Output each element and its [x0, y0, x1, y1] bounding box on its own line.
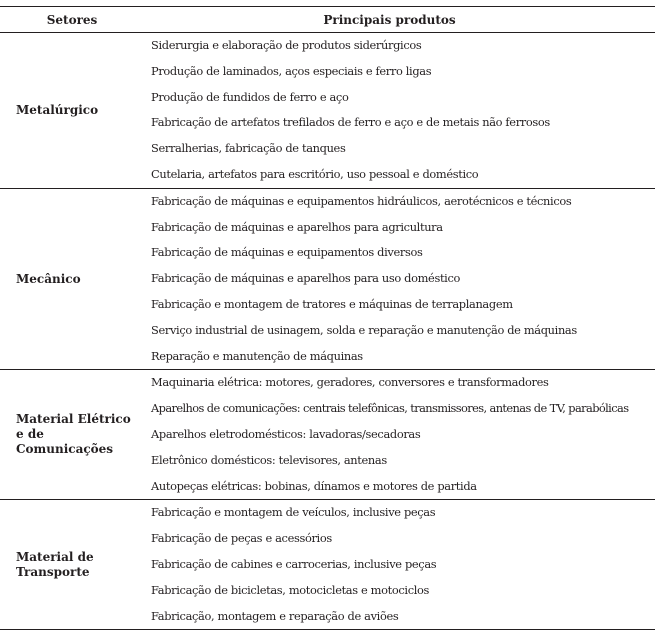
product-item: Maquinaria elétrica: motores, geradores, conversores e transformadores [151, 375, 549, 390]
product-item: Produção de laminados, aços especiais e ferro ligas [151, 63, 432, 78]
product-item: Fabricação e montagem de veículos, inclusive peças [151, 505, 436, 520]
product-item: Fabricação de cabines e carrocerias, inclusive peças [151, 556, 437, 571]
sector-label: Mecânico [16, 271, 81, 286]
product-item: Autopeças elétricas: bobinas, dínamos e motores de partida [151, 478, 477, 493]
header-sector: Setores [46, 12, 98, 27]
sector-label: Metalúrgico [16, 102, 99, 117]
sector-group-material-transporte [0, 500, 655, 629]
product-item: Fabricação e montagem de tratores e máquinas de terraplanagem [151, 296, 513, 311]
product-item: Serralherias, fabricação de tanques [151, 141, 346, 156]
sector-label-line-1: Material Elétrico [16, 412, 131, 427]
sector-label-line-2: e de Comunicações [16, 427, 114, 457]
sector-group-material-eletrico [0, 370, 655, 499]
header-products: Principais produtos [323, 12, 456, 27]
product-list [144, 33, 655, 188]
product-list [144, 189, 655, 370]
sector-cell [0, 370, 144, 499]
product-item: Aparelhos de comunicações: centrais telefônicas, transmissores, antenas de TV, parabólicas [151, 401, 629, 416]
product-item: Aparelhos eletrodomésticos: lavadoras/secadoras [151, 426, 421, 441]
product-item: Fabricação de máquinas e equipamentos hidráulicos, aerotécnicos e técnicos [151, 193, 572, 208]
sectors-products-table [0, 6, 655, 630]
sector-cell [0, 500, 144, 629]
product-item: Fabricação de máquinas e aparelhos para uso doméstico [151, 271, 460, 286]
product-item: Siderurgia e elaboração de produtos siderúrgicos [151, 38, 422, 52]
product-list [144, 370, 655, 499]
product-item: Fabricação de bicicletas, motocicletas e motociclos [151, 582, 430, 597]
product-list [144, 500, 655, 629]
product-item: Fabricação, montagem e reparação de aviões [151, 608, 399, 623]
product-item: Eletrônico domésticos: televisores, antenas [151, 452, 387, 467]
sector-cell [0, 189, 144, 370]
product-item: Reparação e manutenção de máquinas [151, 348, 363, 363]
product-item: Produção de fundidos de ferro e aço [151, 89, 349, 104]
sector-label-line-2: Transporte [16, 564, 90, 579]
sector-group-metalurgico [0, 33, 655, 188]
sector-label-line-1: Material de [16, 549, 94, 564]
product-item: Fabricação de máquinas e aparelhos para agricultura [151, 219, 443, 234]
sector-group-mecanico [0, 189, 655, 370]
product-item: Fabricação de peças e acessórios [151, 531, 332, 546]
table-header-row [0, 7, 655, 32]
product-item: Serviço industrial de usinagem, solda e reparação e manutenção de máquinas [151, 322, 577, 337]
product-item: Cutelaria, artefatos para escritório, uso pessoal e doméstico [151, 166, 479, 181]
sector-cell [0, 33, 144, 188]
product-item: Fabricação de máquinas e equipamentos diversos [151, 245, 423, 260]
product-item: Fabricação de artefatos trefilados de ferro e aço e de metais não ferrosos [151, 115, 550, 130]
